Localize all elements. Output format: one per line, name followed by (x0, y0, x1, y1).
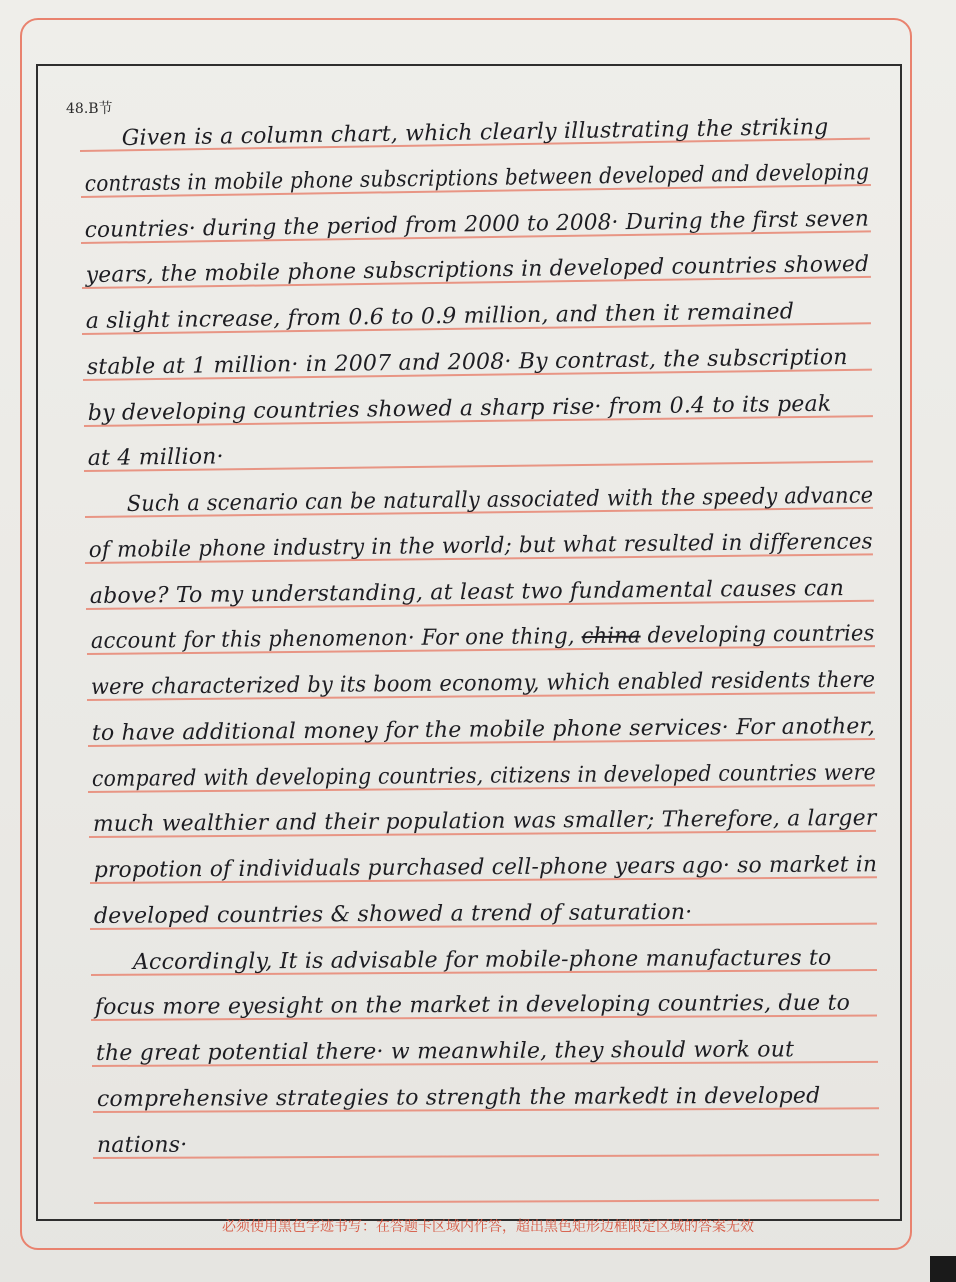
essay-line: much wealthier and their population was smaller; Therefore, a larger (92, 806, 877, 838)
essay-line: a slight increase, from 0.6 to 0.9 million, and then it remained (86, 299, 795, 334)
footer-instruction: 必须使用黑色字迹书写：在答题卡区域内作答，超出黑色矩形边框限定区域的答案无效 (222, 1219, 754, 1235)
essay-line: Accordingly, It is advisable for mobile-phone manufactures to (132, 945, 832, 975)
essay-line: developed countries & showed a trend of saturation· (94, 899, 693, 929)
essay-line: above? To my understanding, at least two fundamental causes can (89, 575, 845, 609)
essay-line: of mobile phone industry in the world; but what resulted in differences (89, 529, 874, 563)
essay-line: to have additional money for the mobile phone services· For another, (91, 713, 875, 746)
essay-line: were characterized by its boom economy, which enabled residents there (90, 667, 876, 700)
section-label: 48.B节 (66, 101, 113, 117)
essay-line: countries· during the period from 2000 to 2008· During the first seven (84, 206, 870, 243)
essay-line: contrasts in mobile phone subscriptions between developed and developing (84, 159, 869, 197)
essay-line: the great potential there· w meanwhile, they should work out (95, 1037, 795, 1066)
essay-line: Given is a column chart, which clearly illustrating the striking (121, 114, 829, 151)
essay-line: at 4 million· (87, 444, 225, 472)
essay-line: by developing countries showed a sharp rise· from 0.4 to its peak (87, 391, 832, 426)
essay-line: compared with developing countries, citizens in developed countries were (92, 759, 877, 792)
essay-line: stable at 1 million· in 2007 and 2008· By contrast, the subscription (86, 344, 848, 380)
essay-line: years, the mobile phone subscriptions in developed countries showed (85, 252, 870, 289)
essay-line: focus more eyesight on the market in developing countries, due to (95, 990, 851, 1021)
essay-line: account for this phenomenon· For one thing, china developing countries (90, 621, 875, 655)
essay-line: nations· (97, 1132, 188, 1158)
essay-line: Such a scenario can be naturally associated with the speedy advance (126, 483, 874, 517)
crossed-out-word: china (581, 623, 641, 650)
essay-line: comprehensive strategies to strength the markedt in developed (96, 1083, 821, 1112)
essay-line: propotion of individuals purchased cell-phone years ago· so market in (93, 852, 877, 883)
alignment-mark (930, 1256, 956, 1282)
